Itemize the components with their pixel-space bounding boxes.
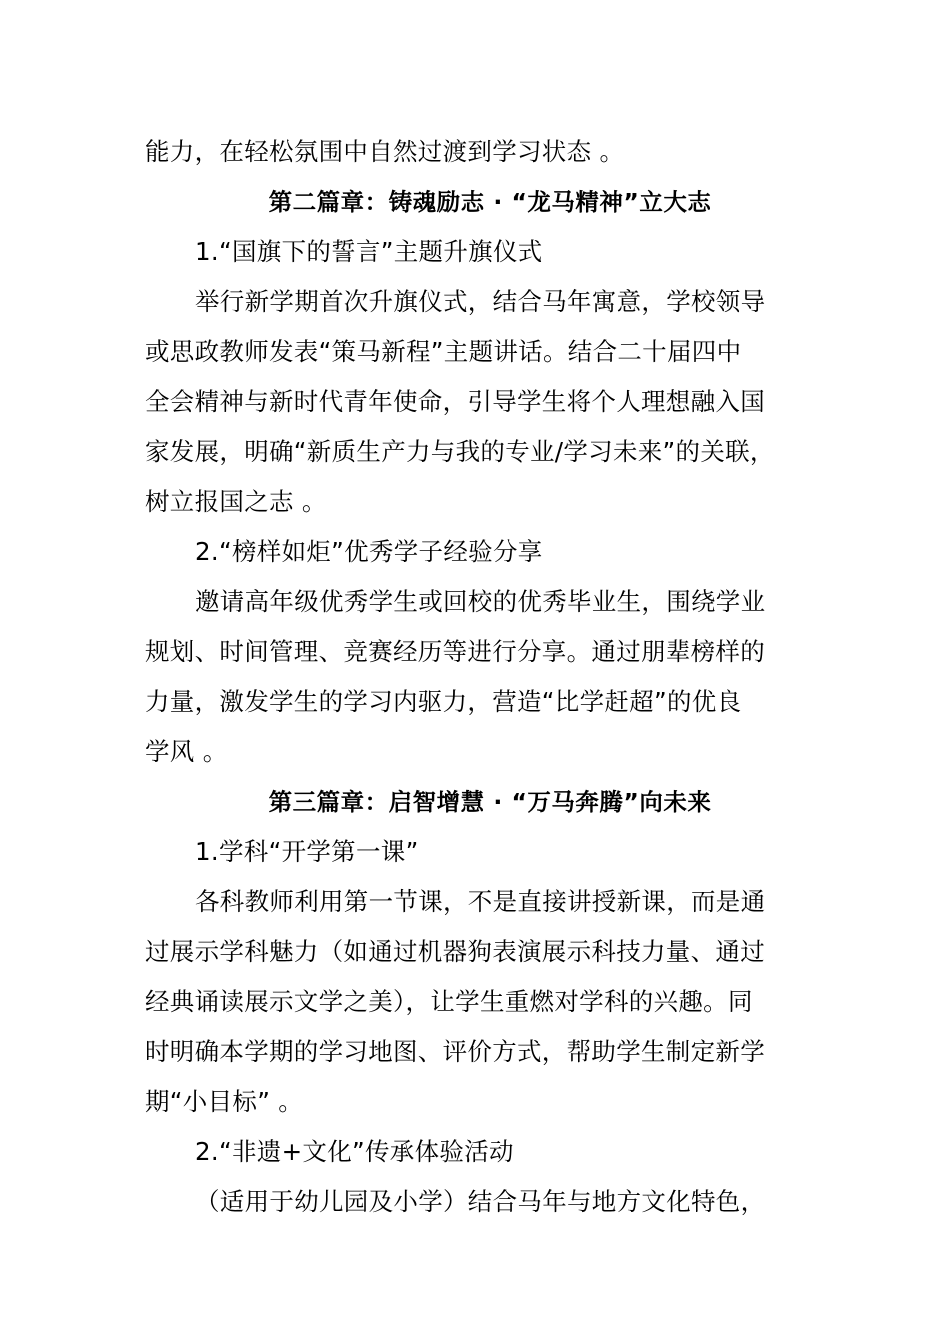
paragraph-line: 过展示学科魅力（如通过机器狗表演展示科技力量、通过 [145, 937, 765, 966]
section-heading: 1.学科“开学第一课” [195, 837, 419, 866]
paragraph-line: 规划、时间管理、竞赛经历等进行分享。通过朋辈榜样的 [145, 637, 765, 666]
paragraph-line: 树立报国之志 。 [145, 487, 327, 516]
paragraph-line: 或思政教师发表“策马新程”主题讲话。结合二十届四中 [145, 337, 742, 366]
chapter-heading-2: 第二篇章：铸魂励志 · “龙马精神”立大志 [268, 188, 712, 216]
chapter-heading-3: 第三篇章：启智增慧 · “万马奔腾”向未来 [268, 788, 712, 816]
paragraph-line: 期“小目标” 。 [145, 1087, 304, 1116]
paragraph-line: 各科教师利用第一节课，不是直接讲授新课，而是通 [195, 887, 766, 916]
paragraph-line: （适用于幼儿园及小学）结合马年与地方文化特色， [195, 1187, 766, 1216]
paragraph-line: 学风 。 [145, 737, 228, 766]
section-heading: 2.“非遗+文化”传承体验活动 [195, 1137, 514, 1166]
paragraph-line: 全会精神与新时代青年使命，引导学生将个人理想融入国 [145, 387, 765, 416]
paragraph-line: 经典诵读展示文学之美），让学生重燃对学科的兴趣。同 [145, 987, 753, 1016]
paragraph-line: 力量，激发学生的学习内驱力，营造“比学赶超”的优良 [145, 687, 742, 716]
section-heading: 1.“国旗下的誓言”主题升旗仪式 [195, 237, 543, 266]
paragraph-line: 家发展，明确“新质生产力与我的专业/学习未来”的关联， [145, 437, 775, 466]
paragraph-line: 举行新学期首次升旗仪式，结合马年寓意，学校领导 [195, 287, 766, 316]
section-heading: 2.“榜样如炬”优秀学子经验分享 [195, 537, 543, 566]
paragraph-line: 时明确本学期的学习地图、评价方式，帮助学生制定新学 [145, 1037, 765, 1066]
paragraph-line: 邀请高年级优秀学生或回校的优秀毕业生，围绕学业 [195, 587, 766, 616]
paragraph-line: 能力，在轻松氛围中自然过渡到学习状态 。 [145, 137, 625, 166]
document-body [145, 127, 835, 1227]
